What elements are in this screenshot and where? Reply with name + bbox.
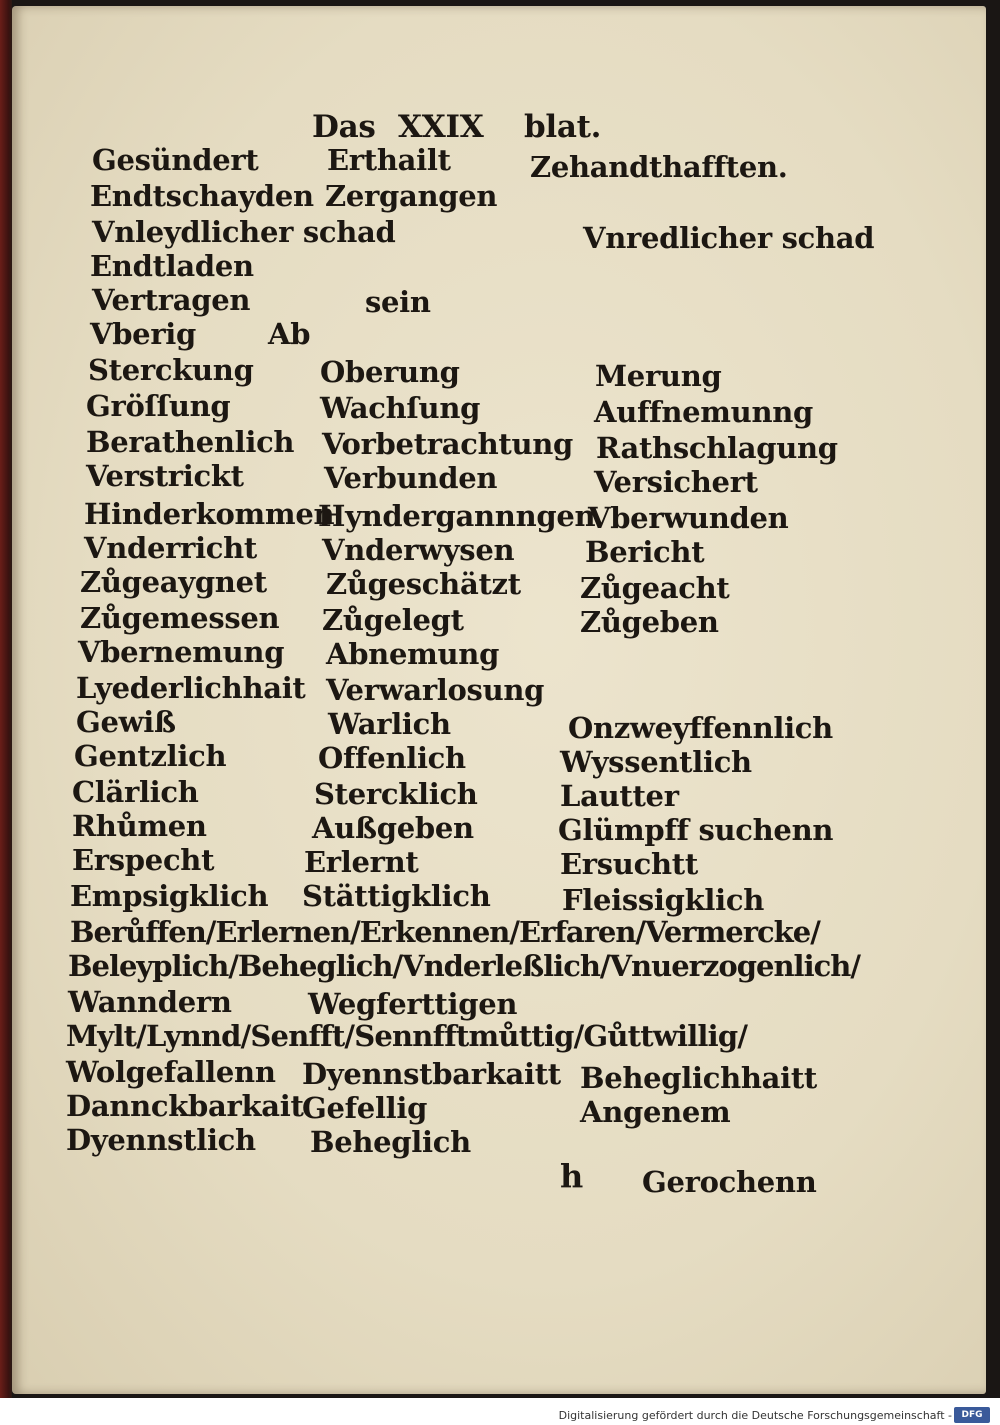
word: Endtschayden (90, 179, 314, 213)
header-folio-number: XXIX (398, 109, 484, 145)
word: Lyederlichhait (76, 671, 306, 705)
word: Dyennstbarkaitt (302, 1057, 561, 1091)
word: Zůgeaygnet (80, 565, 267, 599)
word: Vnderwysen (322, 533, 515, 567)
word: Dyennstlich (66, 1123, 256, 1157)
word: Ab (268, 317, 311, 351)
catchword: Gerochenn (642, 1165, 817, 1199)
word: Rhůmen (72, 809, 207, 843)
header-label: blat. (524, 109, 602, 145)
word: Oberung (320, 355, 460, 389)
word: Wegferttigen (308, 987, 518, 1021)
word: Glümpff suchenn (558, 813, 834, 847)
word: Rathschlagung (596, 431, 838, 465)
word: Vnderricht (84, 531, 258, 565)
word: Wolgefallenn (66, 1055, 276, 1089)
word: Außgeben (312, 811, 474, 845)
word: Zůgeacht (580, 571, 730, 605)
word: Erlernt (304, 845, 419, 879)
word: Wanndern (68, 985, 232, 1019)
word: Erspecht (72, 843, 215, 877)
word: Erthailt (327, 143, 451, 177)
word: Gesündert (92, 143, 259, 177)
word: Auffnemunng (594, 395, 813, 429)
word-run: Mylt/Lynnd/Senfft/Sennfftmůttig/Gůttwillig/ (66, 1019, 748, 1053)
word: Zůgeschätzt (326, 567, 521, 601)
word: Zůgeben (580, 605, 719, 639)
word: Gentzlich (74, 739, 227, 773)
signature-mark: h (560, 1157, 583, 1195)
word: Sterckung (88, 353, 254, 387)
word: Berathenlich (86, 425, 295, 459)
digitization-credit: Digitalisierung gefördert durch die Deutsche Forschungsgemeinschaft - (558, 1409, 952, 1422)
word: Wachſung (320, 391, 481, 425)
word: Fleissigklich (562, 883, 764, 917)
word: Vertragen (92, 283, 251, 317)
word: Vnredlicher schad (583, 221, 875, 255)
word: Clärlich (72, 775, 199, 809)
word: Angenem (580, 1095, 731, 1129)
word-run: Berůffen/Erlernen/Erkennen/Erfaren/Vermercke/ (70, 915, 820, 949)
word: Verwarlosung (326, 673, 545, 707)
header-title: Das (312, 109, 376, 145)
word: Empsigklich (70, 879, 269, 913)
word: Vbernemung (78, 635, 285, 669)
word: Offenlich (318, 741, 466, 775)
word: Hyndergannngen (318, 499, 596, 533)
word: Verbunden (324, 461, 498, 495)
word: Hinderkommen (84, 497, 335, 531)
word: Onzweyffennlich (568, 711, 833, 745)
word: Beheglich (310, 1125, 471, 1159)
word-run: Beleyplich/Beheglich/Vnderleßlich/Vnuerzogenlich/ (68, 949, 860, 983)
word: Abnemung (326, 637, 500, 671)
word: Warlich (328, 707, 451, 741)
word: sein (365, 285, 431, 319)
word: Merung (595, 359, 722, 393)
word: Dannckbarkait (66, 1089, 304, 1123)
word: Ersuchtt (560, 847, 698, 881)
word: Zehandthafften. (530, 150, 788, 184)
word: Stättigklich (302, 879, 491, 913)
word: Wyssentlich (560, 745, 752, 779)
word: Stercklich (314, 777, 478, 811)
word: Bericht (585, 535, 705, 569)
word: Zůgemessen (80, 601, 280, 635)
dfg-logo-icon: DFG (954, 1407, 990, 1423)
book-spine-edge (0, 0, 12, 1398)
word: Zůgelegt (322, 603, 464, 637)
word: Gröſſung (86, 389, 231, 423)
word: Vnleydlicher schad (92, 215, 396, 249)
word: Endtladen (90, 249, 254, 283)
word: Verstrickt (86, 459, 244, 493)
word: Versichert (594, 465, 758, 499)
word: Vorbetrachtung (322, 427, 574, 461)
word: Vberwunden (588, 501, 789, 535)
word: Zergangen (325, 179, 498, 213)
word: Vberig (90, 317, 197, 351)
word: Lautter (560, 779, 679, 813)
word: Gefellig (302, 1091, 428, 1125)
word: Gewiß (76, 705, 176, 739)
word: Beheglichhaitt (580, 1061, 818, 1095)
